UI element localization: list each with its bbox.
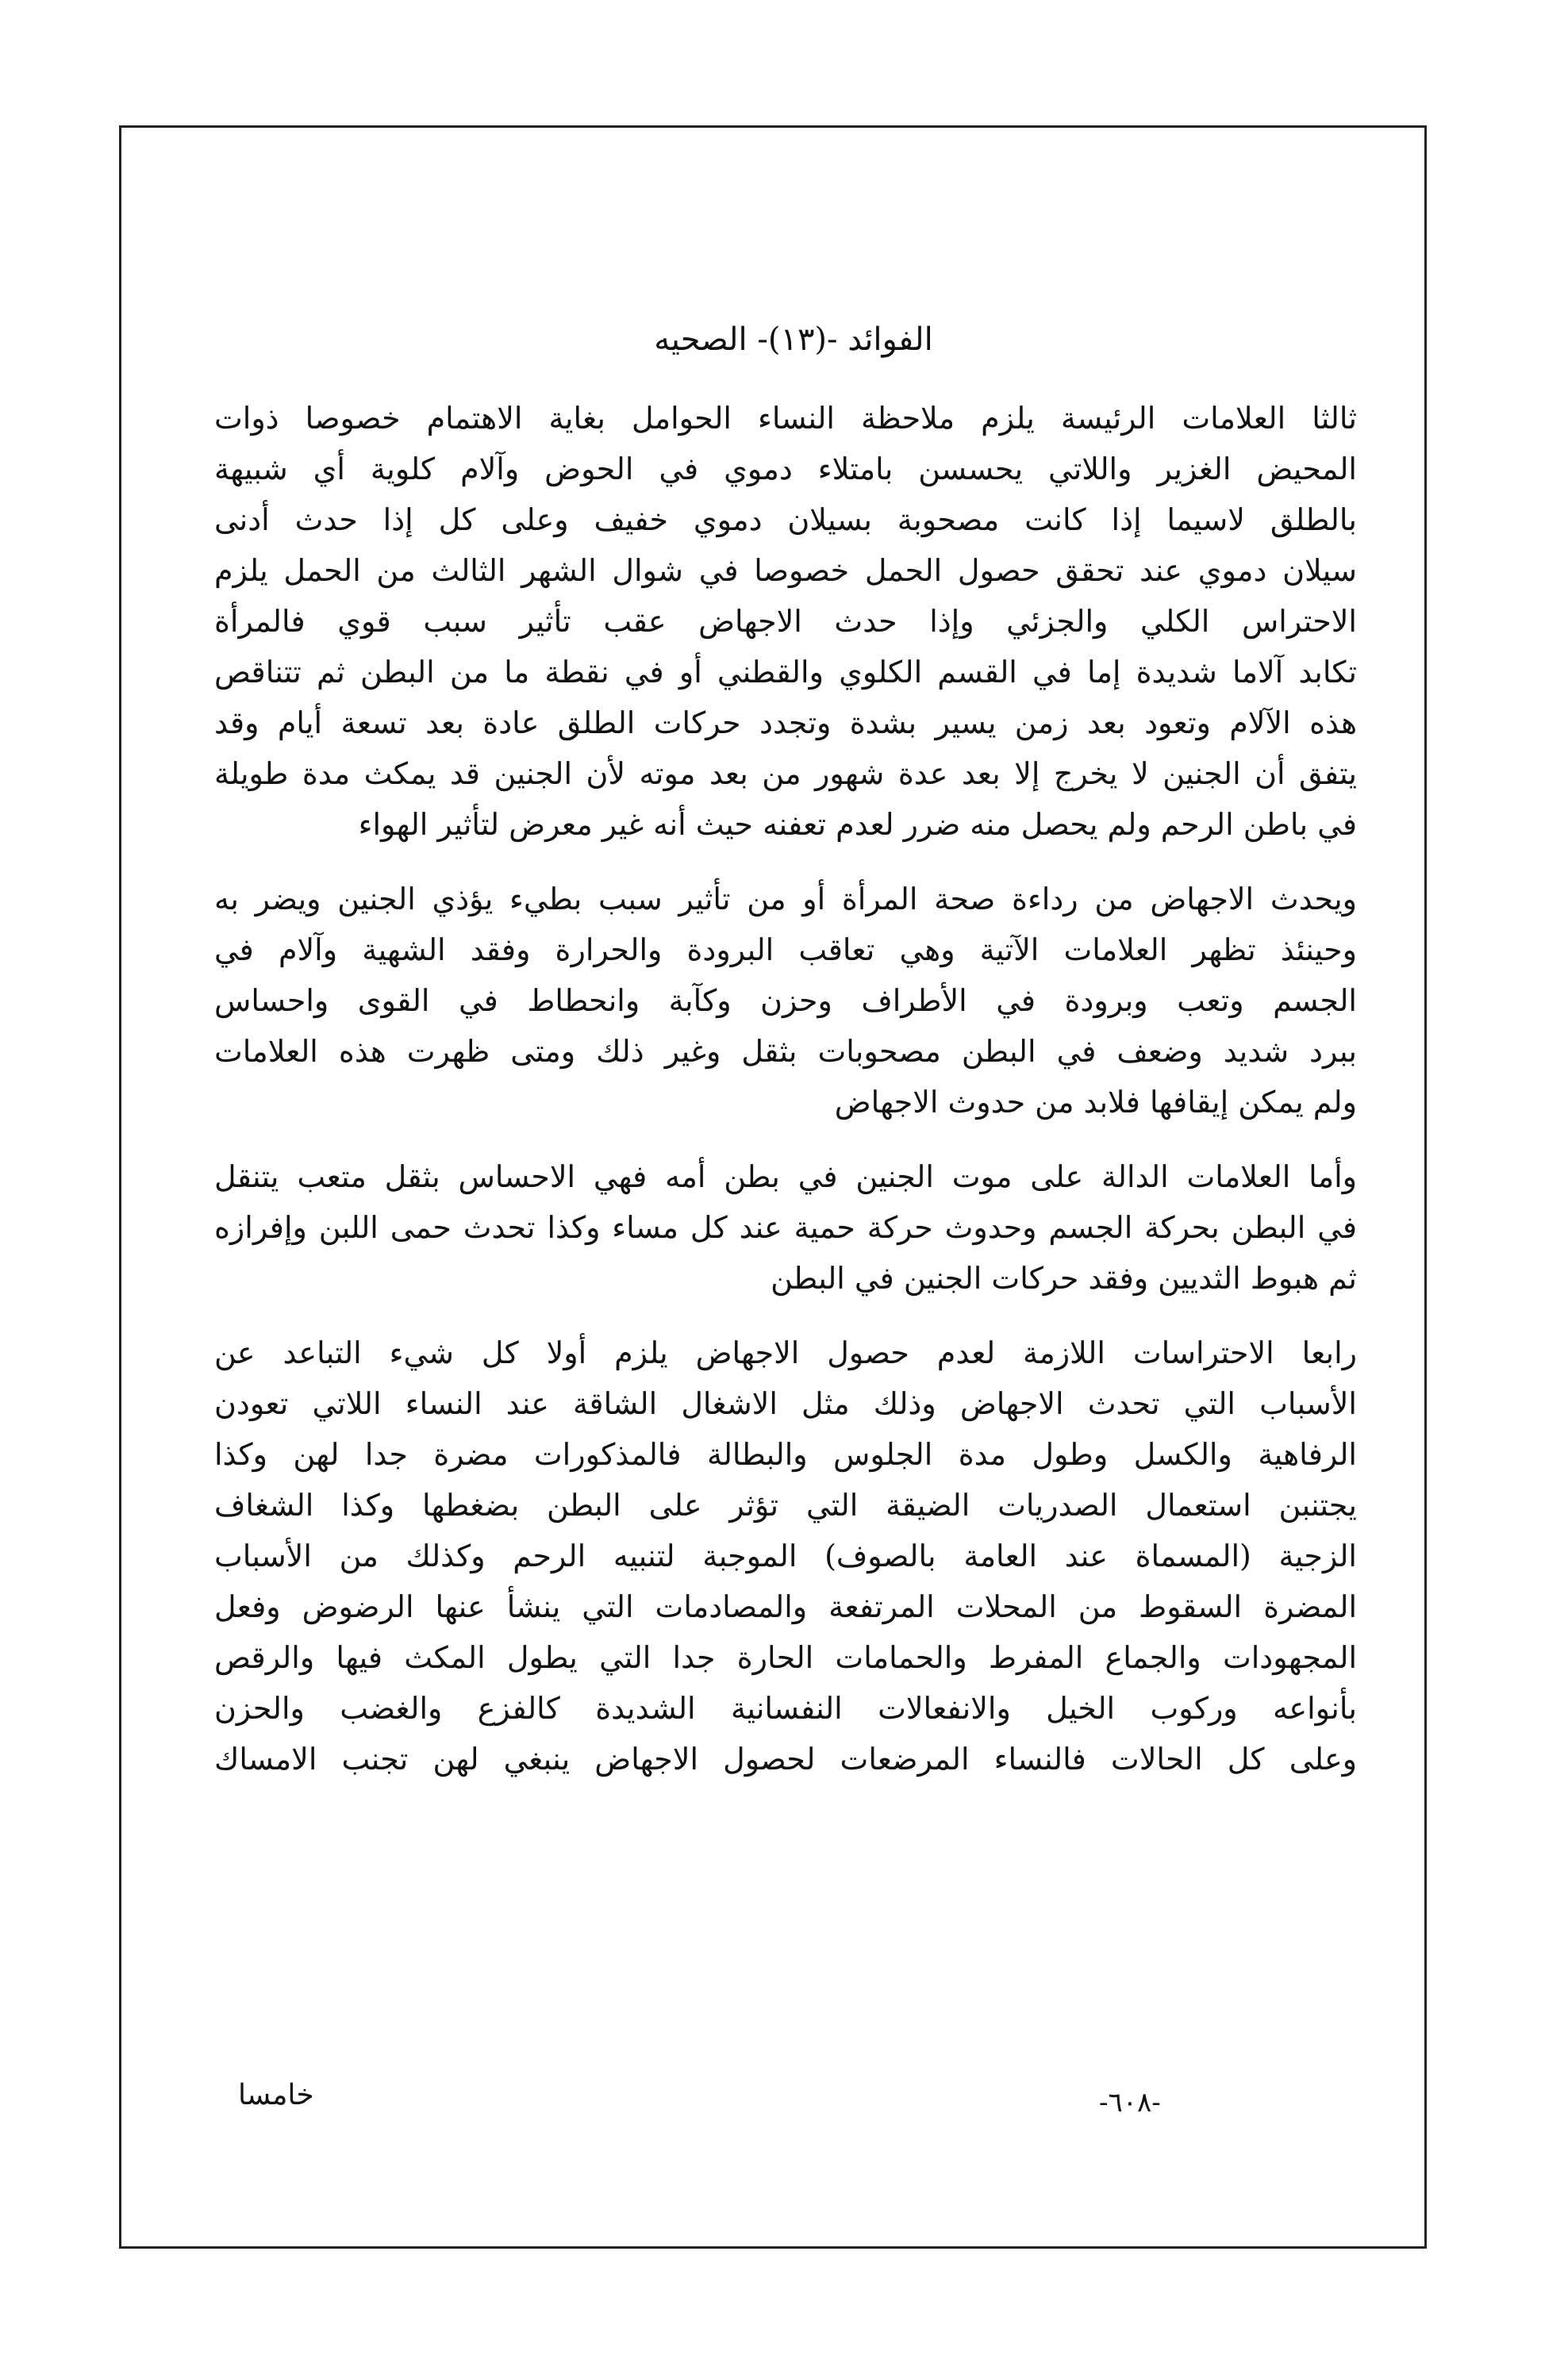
text-line: الزجية (المسماة عند العامة بالصوف) الموجبة لتنبيه الرحم وكذلك من الأسباب <box>214 1539 1357 1573</box>
text-line: تكابد آلاما شديدة إما في القسم الكلوي والقطني أو في نقطة ما من البطن ثم تتناقص <box>214 655 1357 690</box>
paragraph-4 <box>214 1327 1357 1784</box>
text-line: بالطلق لاسيما إذا كانت مصحوبة بسيلان دموي خفيف وعلى كل إذا حدث أدنى <box>214 502 1357 537</box>
text-line: ببرد شديد وضعف في البطن مصحوبات بثقل وغير ذلك ومتى ظهرت هذه العلامات <box>214 1034 1357 1069</box>
text-line: في البطن بحركة الجسم وحدوث حركة حمية عند كل مساء وكذا تحدث حمى اللبن وإفرازه <box>214 1210 1357 1245</box>
text-line: في باطن الرحم ولم يحصل منه ضرر لعدم تعفنه حيث أنه غير معرض لتأثير الهواء <box>358 807 1357 842</box>
paragraph-2 <box>214 874 1357 1128</box>
paragraph-gap <box>214 1128 1357 1151</box>
text-line: الاحتراس الكلي والجزئي وإذا حدث الاجهاض عقب تأثير سبب قوي فالمرأة <box>214 604 1357 639</box>
text-line: ويحدث الاجهاض من رداءة صحة المرأة أو من تأثير سبب بطيء يؤذي الجنين ويضر به <box>214 882 1357 916</box>
paragraph-gap <box>214 850 1357 874</box>
paragraph-gap <box>214 1304 1357 1327</box>
body-text <box>214 393 1357 1784</box>
text-line: هذه الآلام وتعود بعد زمن يسير بشدة وتجدد حركات الطلق عادة بعد تسعة أيام وقد <box>214 705 1357 740</box>
paragraph-3 <box>214 1151 1357 1304</box>
text-line: الرفاهية والكسل وطول مدة الجلوس والبطالة فالمذكورات مضرة جدا لهن وكذا <box>214 1437 1357 1472</box>
paragraph-1 <box>214 393 1357 850</box>
text-line: المحيض الغزير واللاتي يحسسن بامتلاء دموي في الحوض وآلام كلوية أي شبيهة <box>214 451 1357 486</box>
text-line: يجتنبن استعمال الصدريات الضيقة التي تؤثر على البطن بضغطها وكذا الشغاف <box>214 1488 1357 1523</box>
text-line: يتفق أن الجنين لا يخرج إلا بعد عدة شهور من بعد موته لأن الجنين قد يمكث مدة طويلة <box>214 756 1357 791</box>
text-line: سيلان دموي عند تحقق حصول الحمل خصوصا في شوال الشهر الثالث من الحمل يلزم <box>214 553 1357 588</box>
text-line: المضرة السقوط من المحلات المرتفعة والمصادمات التي ينشأ عنها الرضوض وفعل <box>214 1589 1357 1624</box>
page-header: الفوائد -(١٣)- الصحيه <box>654 321 933 358</box>
catchword: خامسا <box>238 2079 314 2111</box>
text-line: رابعا الاحتراسات اللازمة لعدم حصول الاجهاض يلزم أولا كل شيء التباعد عن <box>214 1335 1357 1370</box>
text-line: وعلى كل الحالات فالنساء المرضعات لحصول الاجهاض ينبغي لهن تجنب الامساك <box>214 1742 1357 1777</box>
text-line: وأما العلامات الدالة على موت الجنين في بطن أمه فهي الاحساس بثقل متعب يتنقل <box>214 1159 1357 1194</box>
text-line: ثالثا العلامات الرئيسة يلزم ملاحظة النساء الحوامل بغاية الاهتمام خصوصا ذوات <box>214 401 1357 436</box>
text-line: ثم هبوط الثديين وفقد حركات الجنين في البطن <box>771 1261 1357 1296</box>
text-line: المجهودات والجماع المفرط والحمامات الحارة جدا التي يطول المكث فيها والرقص <box>214 1640 1357 1675</box>
text-line: الأسباب التي تحدث الاجهاض وذلك مثل الاشغال الشاقة عند النساء اللاتي تعودن <box>214 1386 1357 1421</box>
text-line: الجسم وتعب وبرودة في الأطراف وحزن وكآبة وانحطاط في القوى واحساس <box>214 983 1357 1018</box>
page-number: -٦٠٨- <box>1099 2087 1161 2119</box>
text-line: وحينئذ تظهر العلامات الآتية وهي تعاقب البرودة والحرارة وفقد الشهية وآلام في <box>214 932 1357 967</box>
text-line: بأنواعه وركوب الخيل والانفعالات النفسانية الشديدة كالفزع والغضب والحزن <box>214 1691 1357 1726</box>
text-line: ولم يمكن إيقافها فلابد من حدوث الاجهاض <box>834 1085 1357 1120</box>
